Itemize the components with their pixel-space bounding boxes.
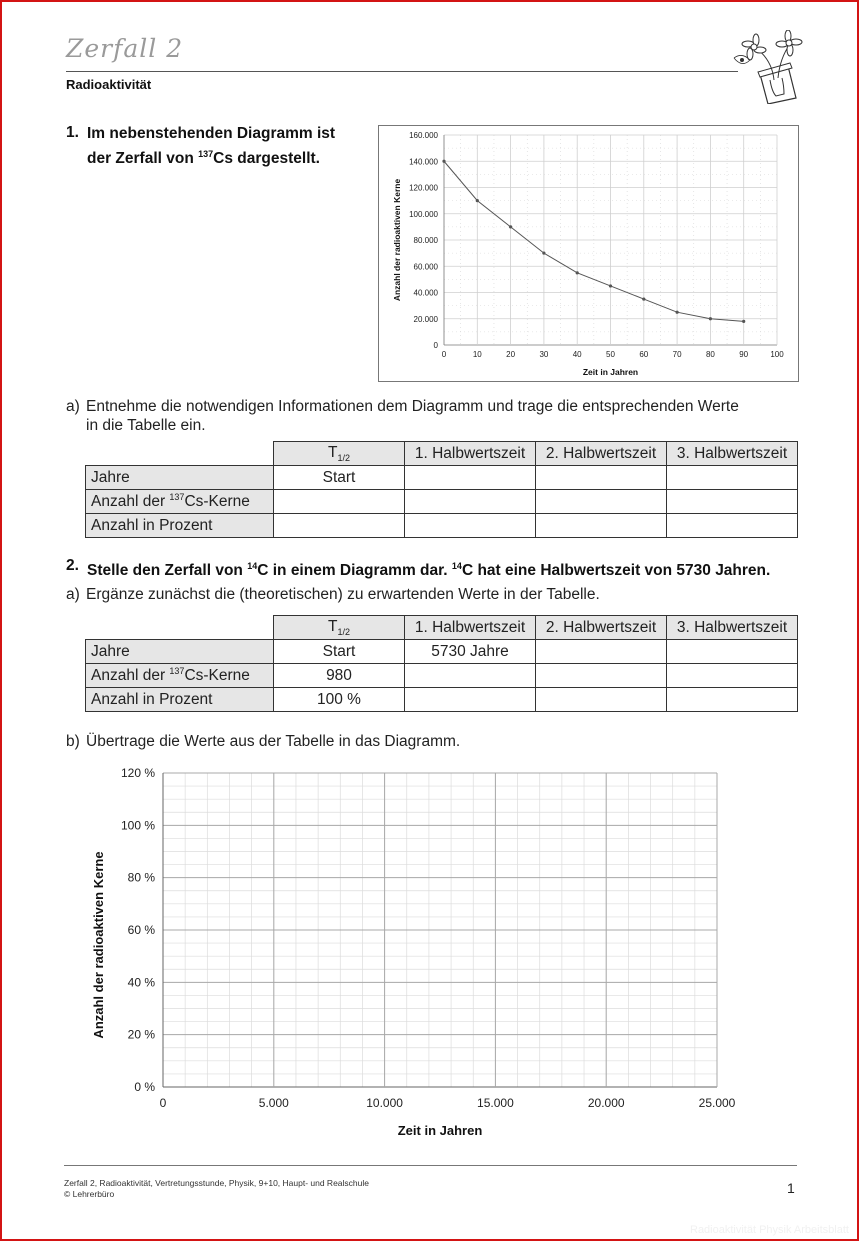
cell-first-halflife-years: 5730 Jahre [405,640,536,664]
page-number: 1 [787,1180,795,1196]
y-tick-label: 160.000 [409,131,438,140]
col-header-1: 1. Halbwertszeit [405,616,536,640]
task2-table [85,615,798,712]
row-header-kerne: Anzahl der $^{137}$Cs-Kerne [86,490,274,514]
series-line [444,161,744,321]
task1a-text [86,397,739,435]
table-cell-input[interactable] [405,688,536,712]
footer-line1: Zerfall 2, Radioaktivität, Vertretungsstunde, Physik, 9+10, Haupt- und Realschule [64,1178,369,1188]
y-tick-label: 120 % [120,766,155,780]
table-cell-input[interactable] [667,490,798,514]
cell-start: Start [274,640,405,664]
worksheet-subtitle: Radioaktivität [66,77,152,92]
task1-table [85,441,798,538]
table-cell-input[interactable] [536,514,667,538]
x-tick-label: 0 [159,1096,167,1110]
task2-number: 2. [66,557,79,574]
x-tick-label: 30 [539,350,549,359]
table-cell-input[interactable] [667,514,798,538]
footer-line2: © Lehrerbüro [64,1189,115,1199]
table-cell-input[interactable] [667,640,798,664]
task2b-label: b) [66,733,80,750]
x-tick-label: 80 [705,350,715,359]
x-tick-label: 100 [770,350,784,359]
x-axis-label: Zeit in Jahren [397,1123,483,1138]
y-tick-label: 100.000 [409,209,438,219]
x-tick-label: 50 [606,350,615,359]
table-cell-input[interactable] [405,466,536,490]
row-header-jahre: Jahre [86,466,274,490]
x-tick-label: 10 [472,350,482,359]
data-point [742,320,745,323]
task1a-line2: in die Tabelle ein. [86,417,206,434]
table-cell-input[interactable] [405,490,536,514]
y-tick-label: 80.000 [413,236,438,245]
x-tick-label: 70 [672,350,682,359]
y-tick-label: 0 [433,341,438,350]
cell-start-kerne: 980 [274,664,405,688]
x-tick-label: 60 [639,350,649,359]
data-point [676,311,679,314]
y-axis-label: Anzahl der radioaktiven Kerne [91,851,106,1039]
col-header-halflife: $T_{1/2}$ [274,442,405,466]
col-header-2: 2. Halbwertszeit [536,442,667,466]
table-cell-input[interactable] [536,688,667,712]
x-tick-label: 20.000 [587,1096,625,1110]
task1-line2: der Zerfall von $^{137}$Cs dargestellt. [87,149,320,168]
task1-line1: Im nebenstehenden Diagramm ist [87,125,336,142]
y-tick-label: 60.000 [413,262,438,272]
y-tick-label: 120.000 [409,183,438,193]
table-cell-input[interactable] [667,466,798,490]
task2a-text: Ergänze zunächst die (theoretischen) zu erwartenden Werte in der Tabelle. [86,586,600,603]
data-point [509,225,512,228]
x-tick-label: 25.000 [698,1096,736,1110]
cell-start-prozent: 100 % [274,688,405,712]
col-header-3: 3. Halbwertszeit [667,442,798,466]
cell-start: Start [274,466,405,490]
y-tick-label: 60 % [127,923,155,937]
row-header-prozent: Anzahl in Prozent [86,514,274,538]
footer-rule [64,1165,797,1166]
task1-instruction [87,123,335,169]
data-point [476,199,479,202]
table-cell-input[interactable] [667,664,798,688]
table-cell-input[interactable] [536,664,667,688]
task1-number: 1. [66,124,79,141]
col-header-3: 3. Halbwertszeit [667,616,798,640]
x-tick-label: 20 [506,350,516,359]
y-axis-label: Anzahl der radioaktiven Kerne [392,178,402,302]
footer-text [64,1178,369,1200]
table-cell-input[interactable] [274,490,405,514]
data-point [442,160,445,163]
x-tick-label: 5.000 [258,1096,289,1110]
row-header-jahre: Jahre [86,640,274,664]
table-cell-input[interactable] [274,514,405,538]
table-cell-input[interactable] [405,514,536,538]
y-tick-label: 100 % [120,818,155,833]
row-header-prozent: Anzahl in Prozent [86,688,274,712]
c14-blank-chart[interactable] [60,760,760,1150]
y-tick-label: 20 % [127,1027,155,1042]
data-point [609,284,612,287]
data-point [576,271,579,274]
data-point [542,252,545,255]
y-tick-label: 20.000 [413,314,438,324]
table-cell-input[interactable] [405,664,536,688]
row-header-kerne: Anzahl der $^{137}$Cs-Kerne [86,664,274,688]
y-tick-label: 40.000 [413,288,438,298]
flower-vase-logo-icon [732,30,804,104]
table-corner [86,616,274,640]
cs137-decay-chart [378,125,799,382]
watermark: Radioaktivität Physik Arbeitsblatt [690,1224,849,1236]
task2a-label: a) [66,586,80,603]
worksheet-title: Zerfall 2 [66,34,184,63]
x-tick-label: 0 [441,350,447,359]
col-header-halflife: $T_{1/2}$ [274,616,405,640]
table-cell-input[interactable] [667,688,798,712]
x-tick-label: 40 [572,350,582,359]
x-axis-label: Zeit in Jahren [582,367,639,377]
y-tick-label: 80 % [127,870,155,885]
col-header-1: 1. Halbwertszeit [405,442,536,466]
task2-instruction: Stelle den Zerfall von $^{14}$C in einem Diagramm dar. $^{14}$C hat eine Halbwertszeit von 5730 Jahren. [87,561,771,580]
y-tick-label: 140.000 [409,157,438,167]
x-tick-label: 15.000 [477,1096,514,1110]
header-rule [66,71,738,72]
table-corner [86,442,274,466]
table-cell-input[interactable] [536,490,667,514]
y-tick-label: 40 % [127,975,155,990]
y-tick-label: 0 % [134,1080,155,1094]
data-point [642,297,645,300]
cs137-decay-chart-svg [379,126,798,381]
table-cell-input[interactable] [536,640,667,664]
task1a-line1: Entnehme die notwendigen Informationen dem Diagramm und trage die entsprechenden Werte [86,398,739,415]
x-tick-label: 90 [739,350,749,359]
task1a-label: a) [66,398,80,415]
data-point [709,317,712,320]
x-tick-label: 10.000 [366,1096,403,1110]
col-header-2: 2. Halbwertszeit [536,616,667,640]
table-cell-input[interactable] [536,466,667,490]
task2b-text: Übertrage die Werte aus der Tabelle in das Diagramm. [86,733,461,750]
